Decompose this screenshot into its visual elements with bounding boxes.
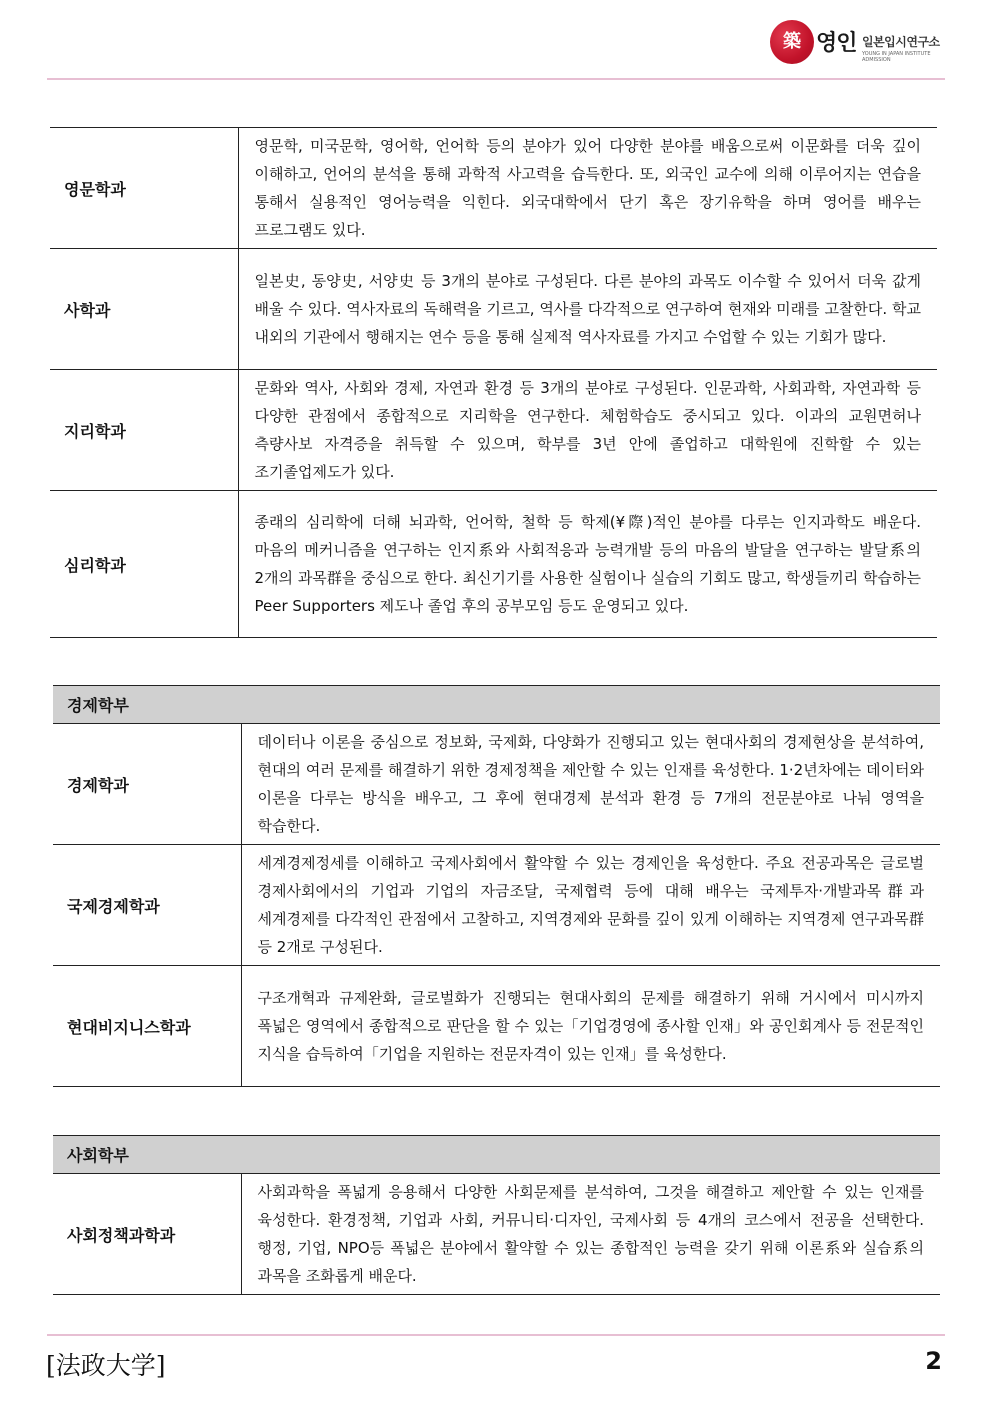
department-table-1 xyxy=(50,127,937,638)
table-row xyxy=(50,128,937,249)
department-name: 사회정책과학과 xyxy=(53,1174,241,1295)
faculty-header xyxy=(53,1136,940,1174)
header-logo xyxy=(770,20,950,66)
department-description: 구조개혁과 규제완화, 글로벌화가 진행되는 현대사회의 문제를 해결하기 위해 거시에서 미시까지 폭넓은 영역에서 종합적으로 판단을 할 수 있는「기업경영에 종사할 인재」와 공인회계사 등 전문적인 지식을 습득하여「기업을 지원하는 전문자격이 있는 인재」를 육성한다. xyxy=(241,966,940,1087)
header-divider xyxy=(47,78,945,80)
department-name: 현대비지니스학과 xyxy=(53,966,241,1087)
faculty-header xyxy=(53,686,940,724)
footer-divider xyxy=(47,1334,945,1336)
table-row xyxy=(50,491,937,638)
brand-subtitle: 일본입시연구소 xyxy=(862,35,940,49)
table-row xyxy=(53,845,940,966)
department-description: 세계경제정세를 이해하고 국제사회에서 활약할 수 있는 경제인을 육성한다. 주요 전공과목은 글로벌 경제사회에서의 기업과 기업의 자금조달, 국제협력 등에 대해 배우는 국제투자·개발과목群과 세계경제를 다각적인 관점에서 고찰하고, 지역경제와 문화를 깊이 있게 이해하는 지역경제 연구과목群 등 2개로 구성된다. xyxy=(241,845,940,966)
department-description: 문화와 역사, 사회와 경제, 자연과 환경 등 3개의 분야로 구성된다. 인문과학, 사회과학, 자연과학 등 다양한 관점에서 종합적으로 지리학을 연구한다. 체험학습도 중시되고 있다. 이과의 교원면허나 측량사보 자격증을 취득할 수 있으며, 학부를 3년 안에 졸업하고 대학원에 진학할 수 있는 조기졸업제도가 있다. xyxy=(238,370,937,491)
table-row xyxy=(50,249,937,370)
department-name: 국제경제학과 xyxy=(53,845,241,966)
department-description: 데이터나 이론을 중심으로 정보화, 국제화, 다양화가 진행되고 있는 현대사회의 경제현상을 분석하여, 현대의 여러 문제를 해결하기 위한 경제정책을 제안할 수 있는 인재를 육성한다. 1·2년차에는 데이터와 이론을 다루는 방식을 배우고, 그 후에 현대경제 분석과 환경 등 7개의 전문분야로 나눠 영역을 학습한다. xyxy=(241,724,940,845)
department-description: 일본史, 동양史, 서양史 등 3개의 분야로 구성된다. 다른 분야의 과목도 이수할 수 있어서 더욱 값게 배울 수 있다. 역사자료의 독해력을 기르고, 역사를 다각적으로 연구하여 현재와 미래를 고찰한다. 학교 내외의 기관에서 행해지는 연수 등을 통해 실제적 역사자료를 가지고 수업할 수 있는 기회가 많다. xyxy=(238,249,937,370)
department-name: 영문학과 xyxy=(50,128,238,249)
department-name: 사학과 xyxy=(50,249,238,370)
faculty-title: 경제학부 xyxy=(53,686,940,724)
seal-logo-icon: 築 xyxy=(770,20,814,64)
department-table-2 xyxy=(53,685,940,1087)
brand-tagline: YOUNG IN JAPAN INSTITUTE ADMISSION xyxy=(862,51,931,63)
brand-name: 영인 xyxy=(816,31,857,56)
page-number: 2 xyxy=(925,1347,942,1375)
department-description: 종래의 심리학에 더해 뇌과학, 언어학, 철학 등 학제(¥際)적인 분야를 다루는 인지과학도 배운다. 마음의 메커니즘을 연구하는 인지系와 사회적응과 능력개발 등의 마음의 발달을 연구하는 발달系의 2개의 과목群을 중심으로 한다. 최신기기를 사용한 실험이나 실습의 기회도 많고, 학생들끼리 학습하는 Peer Supporters 제도나 졸업 후의 공부모임 등도 운영되고 있다. xyxy=(238,491,937,638)
department-name: 지리학과 xyxy=(50,370,238,491)
department-name: 경제학과 xyxy=(53,724,241,845)
table-row xyxy=(50,370,937,491)
department-description: 영문학, 미국문학, 영어학, 언어학 등의 분야가 있어 다양한 분야를 배움으로써 이문화를 더욱 깊이 이해하고, 언어의 분석을 통해 과학적 사고력을 습득한다. 또, 외국인 교수에 의해 이루어지는 연습을 통해서 실용적인 영어능력을 익힌다. 외국대학에서 단기 혹은 장기유학을 하며 영어를 배우는 프로그램도 있다. xyxy=(238,128,937,249)
table-row xyxy=(53,724,940,845)
faculty-title: 사회학부 xyxy=(53,1136,940,1174)
university-name: [法政大学] xyxy=(46,1351,166,1380)
department-table-3 xyxy=(53,1135,940,1295)
department-description: 사회과학을 폭넓게 응용해서 다양한 사회문제를 분석하여, 그것을 해결하고 제안할 수 있는 인재를 육성한다. 환경정책, 기업과 사회, 커뮤니티·디자인, 국제사회 등 4개의 코스에서 전공을 선택한다. 행정, 기업, NPO등 폭넓은 분야에서 활약할 수 있는 종합적인 능력을 갖기 위해 이론系와 실습系의 과목을 조화롭게 배운다. xyxy=(241,1174,940,1295)
table-row xyxy=(53,966,940,1087)
table-row xyxy=(53,1174,940,1295)
department-name: 심리학과 xyxy=(50,491,238,638)
